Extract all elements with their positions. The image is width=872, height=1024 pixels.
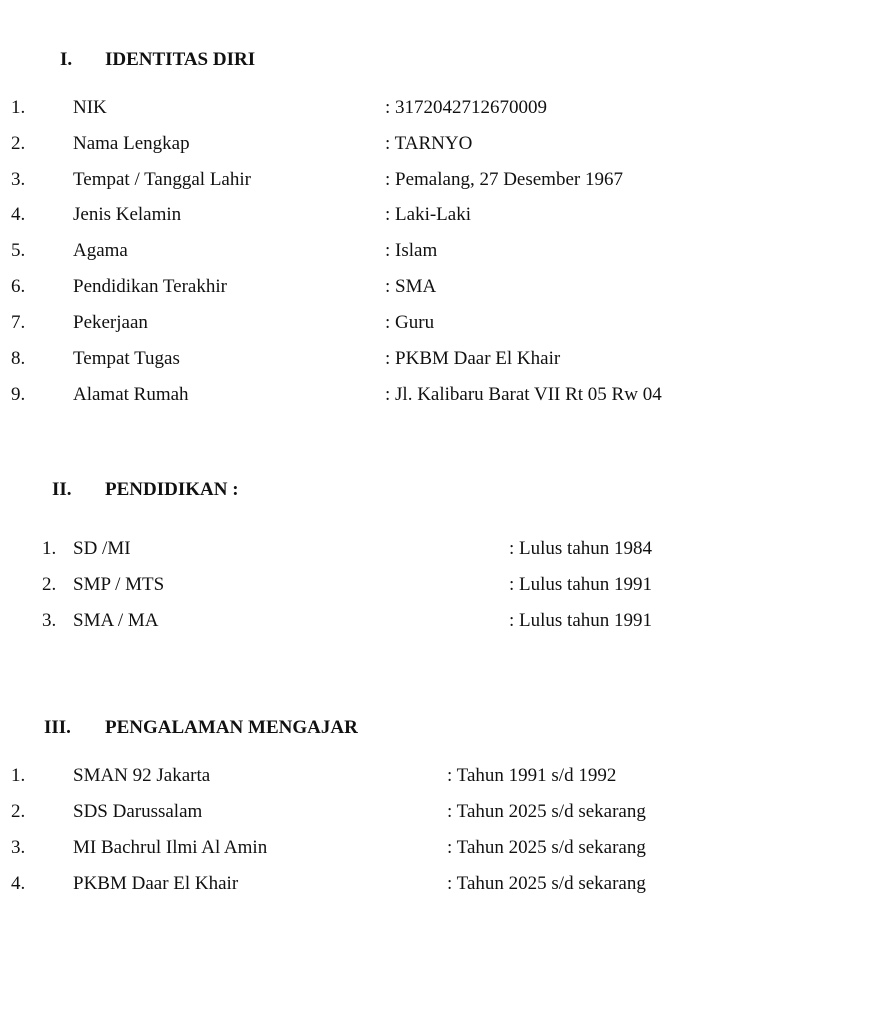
row-number: 1. [42, 538, 57, 559]
row-label: MI Bachrul Ilmi Al Amin [73, 837, 268, 858]
row-number: 2. [11, 801, 26, 822]
section-title: PENGALAMAN MENGAJAR [105, 717, 358, 738]
row-label: SMAN 92 Jakarta [73, 765, 211, 786]
row-number: 6. [11, 276, 26, 297]
section-heading-identitas [0, 48, 872, 72]
row-number: 3. [11, 169, 26, 190]
row-value: : Lulus tahun 1991 [509, 610, 653, 631]
row-value: : Guru [385, 312, 435, 333]
row-label: PKBM Daar El Khair [73, 873, 239, 894]
row-label: NIK [73, 97, 107, 118]
row-label: Agama [73, 240, 128, 261]
row-value: : Tahun 2025 s/d sekarang [447, 801, 646, 822]
row-number: 9. [11, 384, 26, 405]
row-label: Tempat / Tanggal Lahir [73, 169, 251, 190]
row-value: : Tahun 2025 s/d sekarang [447, 837, 646, 858]
row-label: SMA / MA [73, 610, 159, 631]
section-number: I. [60, 49, 73, 70]
row-label: Alamat Rumah [73, 384, 189, 405]
row-label: Tempat Tugas [73, 348, 180, 369]
row-value: : Laki-Laki [385, 204, 471, 225]
row-value: : Lulus tahun 1984 [509, 538, 653, 559]
row-number: 2. [11, 133, 26, 154]
row-number: 5. [11, 240, 26, 261]
row-label: SMP / MTS [73, 574, 165, 595]
row-label: Pekerjaan [73, 312, 148, 333]
row-number: 4. [11, 204, 26, 225]
row-number: 7. [11, 312, 26, 333]
row-number: 1. [11, 97, 26, 118]
row-number: 8. [11, 348, 26, 369]
row-number: 3. [11, 837, 26, 858]
row-label: SDS Darussalam [73, 801, 203, 822]
row-number: 4. [11, 873, 26, 894]
row-value: : Lulus tahun 1991 [509, 574, 653, 595]
row-label: Pendidikan Terakhir [73, 276, 227, 297]
section-number: III. [44, 717, 71, 738]
row-value: : Tahun 1991 s/d 1992 [447, 765, 617, 786]
row-value: : Tahun 2025 s/d sekarang [447, 873, 646, 894]
row-label: SD /MI [73, 538, 131, 559]
row-label: Jenis Kelamin [73, 204, 182, 225]
row-value: : TARNYO [385, 133, 473, 154]
section-heading-pengalaman [0, 716, 872, 740]
section-title: IDENTITAS DIRI [105, 49, 256, 70]
row-value: : SMA [385, 276, 437, 297]
row-value: : 3172042712670009 [385, 97, 548, 118]
row-value: : PKBM Daar El Khair [385, 348, 561, 369]
section-title: PENDIDIKAN : [105, 479, 239, 500]
row-value: : Islam [385, 240, 438, 261]
row-number: 2. [42, 574, 57, 595]
section-heading-pendidikan [0, 478, 872, 502]
section-number: II. [52, 479, 72, 500]
row-number: 1. [11, 765, 26, 786]
row-label: Nama Lengkap [73, 133, 190, 154]
row-number: 3. [42, 610, 57, 631]
row-value: : Jl. Kalibaru Barat VII Rt 05 Rw 04 [385, 384, 662, 405]
row-value: : Pemalang, 27 Desember 1967 [385, 169, 623, 190]
